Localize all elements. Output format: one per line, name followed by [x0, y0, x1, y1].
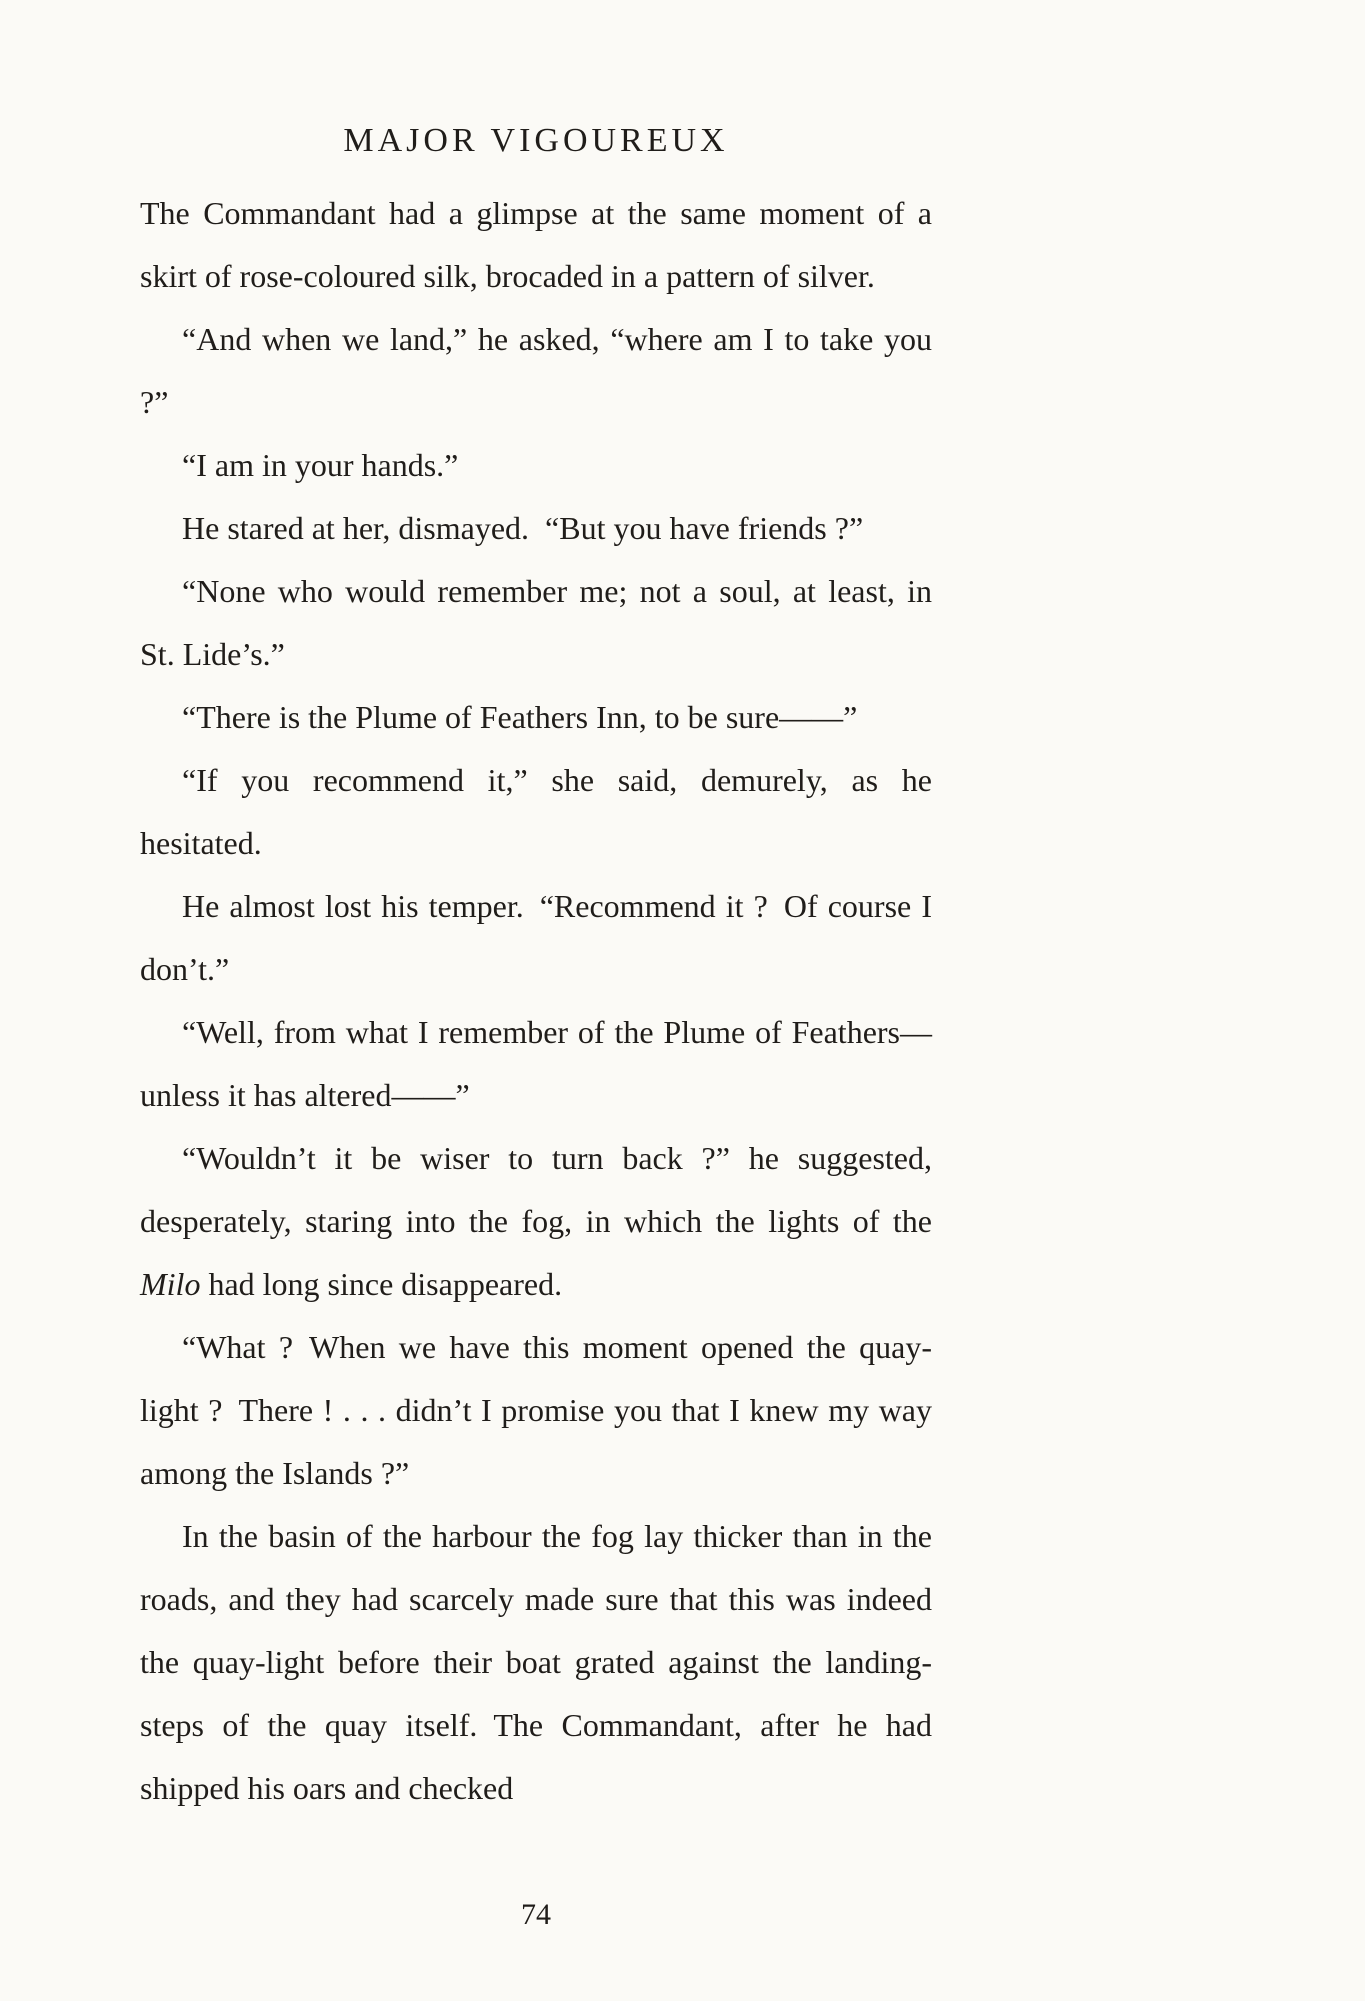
body-text: [140, 182, 932, 1820]
paragraph: “Well, from what I remember of the Plume of Feathers—unless it has altered——”: [140, 1014, 932, 1113]
paragraph: “There is the Plume of Feathers Inn, to be sure——”: [182, 699, 858, 735]
paragraph: He stared at her, dismayed. “But you have friends ?”: [182, 510, 864, 546]
text-block: [140, 122, 932, 1820]
paragraph: “And when we land,” he asked, “where am I to take you ?”: [140, 321, 932, 420]
paragraph: In the basin of the harbour the fog lay thicker than in the roads, and they had scarcely made sure that this was indeed the quay-light before their boat grated against the landing-steps of the quay itself. The Commandant, after he had shipped his oars and checked: [140, 1518, 932, 1806]
paragraph: “If you recommend it,” she said, demurely, as he hesitated.: [140, 762, 932, 861]
italic-text: Milo: [140, 1266, 201, 1302]
page-title: MAJOR VIGOUREUX: [343, 122, 729, 159]
paragraph: “What ? When we have this moment opened the quay-light ? There ! . . . didn’t I promise you that I knew my way among the Islands ?”: [140, 1329, 932, 1491]
paragraph: He almost lost his temper. “Recommend it ? Of course I don’t.”: [140, 888, 932, 987]
paragraph: The Commandant had a glimpse at the same moment of a skirt of rose-coloured silk, brocaded in a pattern of silver.: [140, 195, 932, 294]
page-number: 74: [521, 1898, 551, 1931]
paragraph: “Wouldn’t it be wiser to turn back ?” he suggested, desperately, staring into the fog, in which the lights of the Milo had long since disappeared.: [140, 1140, 932, 1302]
paragraph: “I am in your hands.”: [182, 447, 459, 483]
paragraph: “None who would remember me; not a soul, at least, in St. Lide’s.”: [140, 573, 932, 672]
